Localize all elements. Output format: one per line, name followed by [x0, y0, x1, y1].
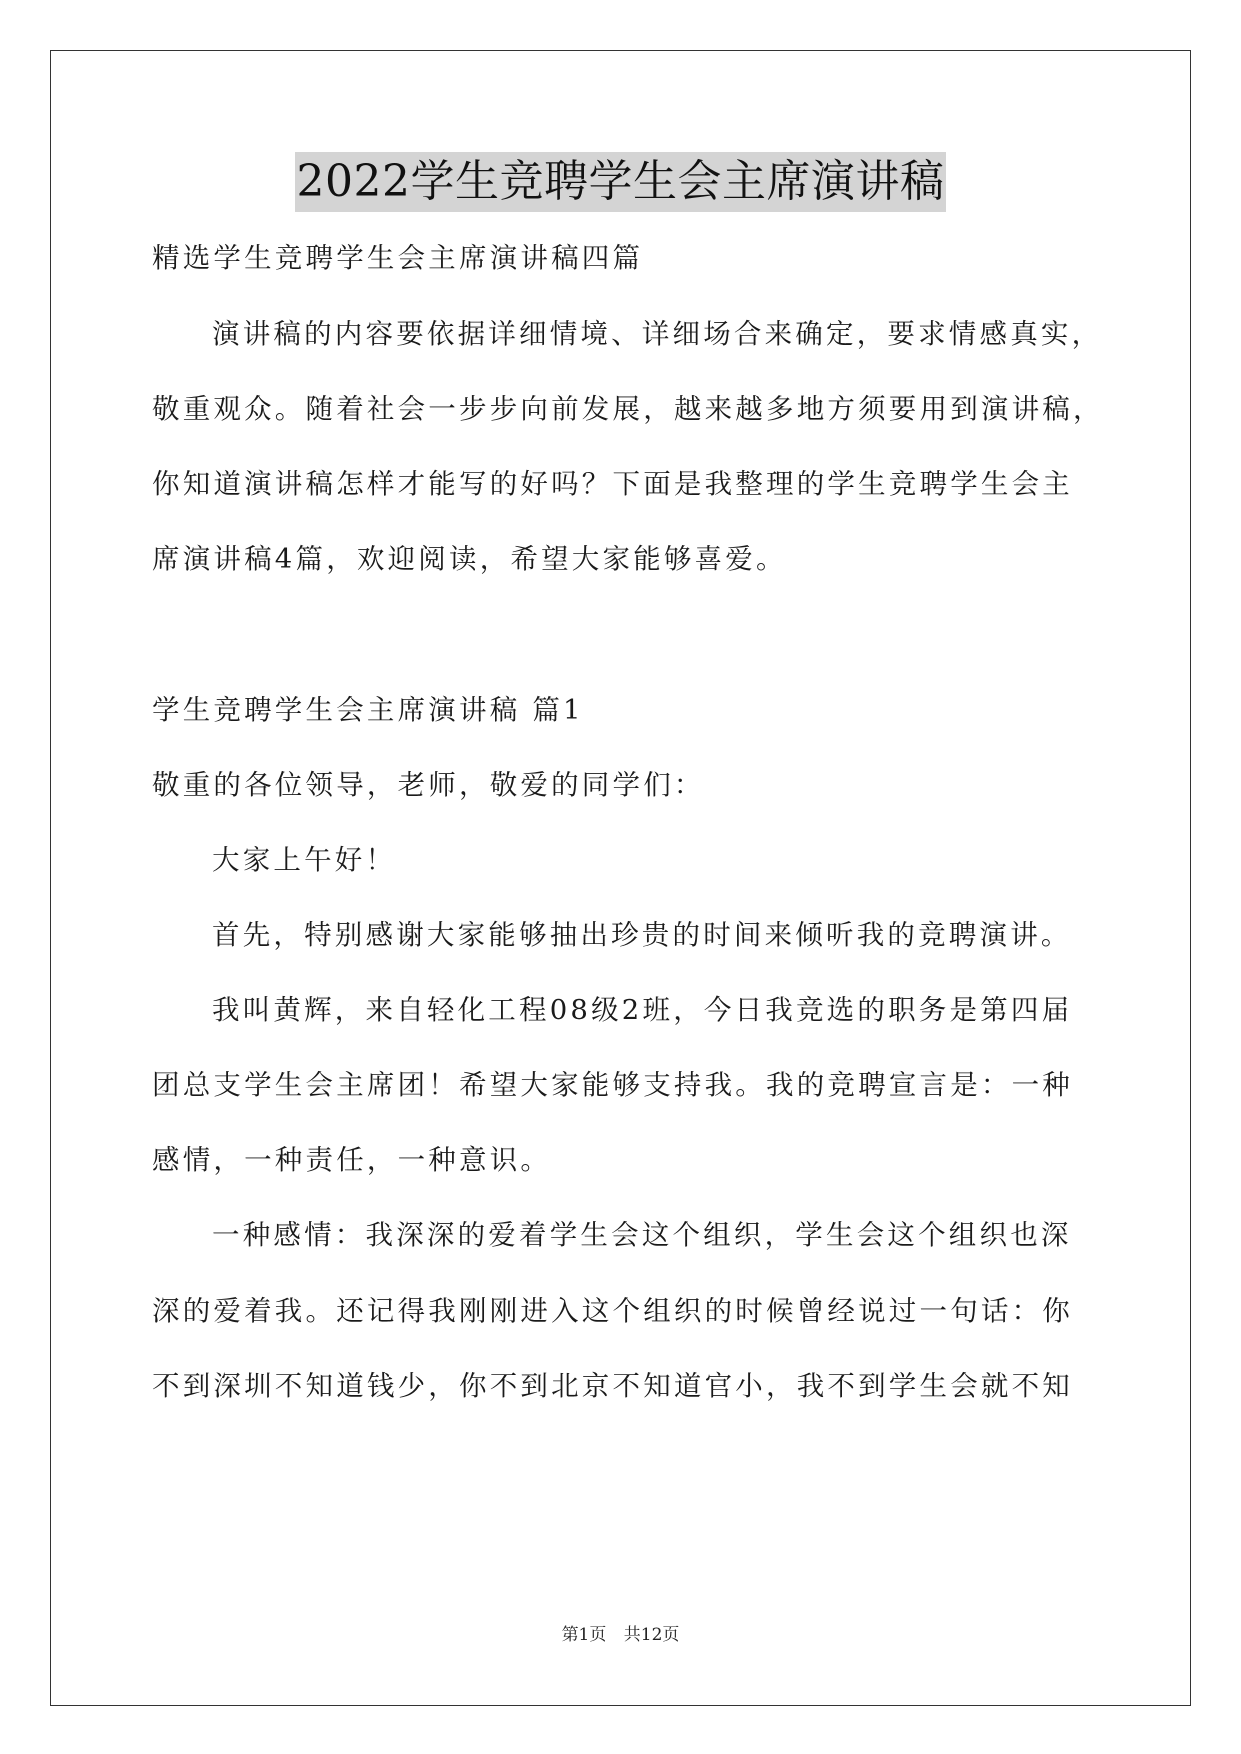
greeting-line: 大家上午好！ — [212, 844, 397, 876]
body-paragraph-line: 不到深圳不知道钱少，你不到北京不知道官小，我不到学生会就不知 — [152, 1370, 1073, 1402]
intro-paragraph-line: 演讲稿的内容要依据详细情境、详细场合来确定，要求情感真实， — [212, 318, 1103, 350]
document-title: 2022学生竞聘学生会主席演讲稿 — [295, 152, 947, 212]
intro-paragraph-line: 敬重观众。随着社会一步步向前发展，越来越多地方须要用到演讲稿， — [152, 393, 1104, 425]
subtitle-line: 精选学生竞聘学生会主席演讲稿四篇 — [152, 242, 644, 274]
section-heading: 学生竞聘学生会主席演讲稿 篇1 — [152, 694, 584, 726]
body-paragraph-line: 团总支学生会主席团！希望大家能够支持我。我的竞聘宣言是：一种 — [152, 1069, 1073, 1101]
title-wrap — [0, 152, 1241, 212]
body-paragraph-line: 首先，特别感谢大家能够抽出珍贵的时间来倾听我的竞聘演讲。 — [212, 919, 1072, 951]
body-paragraph-line: 我叫黄辉，来自轻化工程08级2班，今日我竞选的职务是第四届 — [212, 994, 1073, 1026]
body-paragraph-line: 感情，一种责任，一种意识。 — [152, 1144, 552, 1176]
body-paragraph-line: 一种感情：我深深的爱着学生会这个组织，学生会这个组织也深 — [212, 1219, 1072, 1251]
body-paragraph-line: 深的爱着我。还记得我刚刚进入这个组织的时候曾经说过一句话：你 — [152, 1295, 1073, 1327]
intro-paragraph-line: 你知道演讲稿怎样才能写的好吗？下面是我整理的学生竞聘学生会主 — [152, 468, 1073, 500]
page-number: 第1页 — [561, 1625, 607, 1645]
page-total: 共12页 — [623, 1625, 680, 1645]
page-footer — [0, 1624, 1241, 1646]
intro-paragraph-line: 席演讲稿4篇，欢迎阅读，希望大家能够喜爱。 — [152, 543, 787, 575]
page-border — [50, 50, 1191, 1706]
salutation-line: 敬重的各位领导，老师，敬爱的同学们： — [152, 769, 705, 801]
